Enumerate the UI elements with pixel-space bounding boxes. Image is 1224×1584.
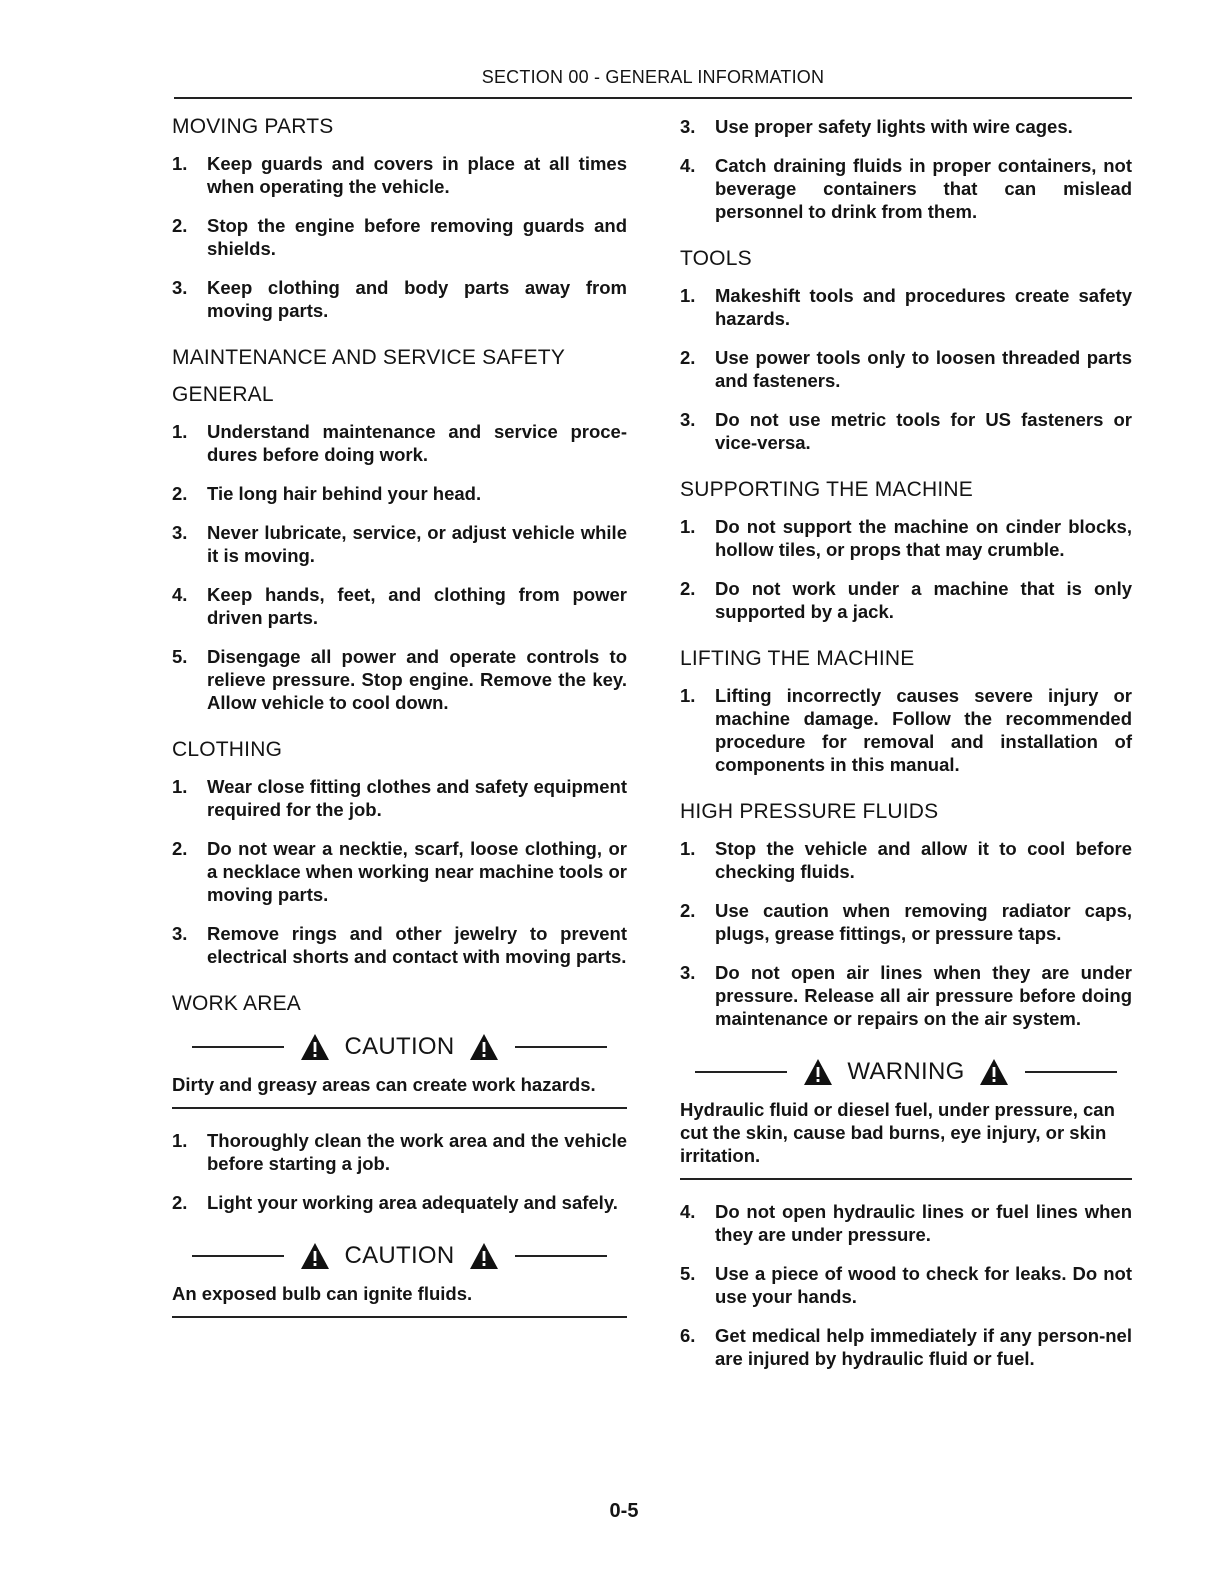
heading-lifting: LIFTING THE MACHINE bbox=[680, 647, 915, 670]
warning-text: Hydraulic fluid or diesel fuel, under pressure, can cut the skin, cause bad burns, eye injury, or skin irritation. bbox=[680, 1090, 1132, 1180]
divider bbox=[515, 1255, 607, 1257]
list-item bbox=[172, 482, 627, 505]
item-number: 1. bbox=[680, 838, 696, 859]
divider bbox=[192, 1046, 284, 1048]
item-number: 2. bbox=[680, 900, 696, 921]
heading-maintenance: MAINTENANCE AND SERVICE SAFETY bbox=[172, 346, 566, 369]
item-text: Thoroughly clean the work area and the vehicle before starting a job. bbox=[207, 1130, 627, 1174]
heading-tools: TOOLS bbox=[680, 247, 752, 270]
item-text: Understand maintenance and service proce-dures before doing work. bbox=[207, 421, 627, 465]
divider bbox=[515, 1046, 607, 1048]
caution-box-2 bbox=[172, 1238, 627, 1318]
list-moving-parts bbox=[172, 152, 627, 322]
list-item bbox=[172, 645, 627, 714]
item-number: 3. bbox=[680, 409, 696, 430]
item-number: 1. bbox=[680, 685, 696, 706]
warning-triangle-icon bbox=[979, 1058, 1009, 1086]
list-item bbox=[680, 515, 1132, 561]
list-item bbox=[680, 284, 1132, 330]
header-rule bbox=[174, 97, 1132, 99]
list-continued bbox=[680, 115, 1132, 223]
list-item bbox=[172, 521, 627, 567]
list-item bbox=[680, 899, 1132, 945]
item-number: 4. bbox=[680, 1201, 696, 1222]
item-number: 4. bbox=[680, 155, 696, 176]
item-number: 2. bbox=[172, 483, 188, 504]
item-number: 2. bbox=[172, 1192, 188, 1213]
warning-label: WARNING bbox=[847, 1058, 965, 1085]
warning-triangle-icon bbox=[803, 1058, 833, 1086]
caution-box-1 bbox=[172, 1029, 627, 1109]
list-item bbox=[680, 1262, 1132, 1308]
warning-triangle-icon bbox=[469, 1033, 499, 1061]
heading-supporting: SUPPORTING THE MACHINE bbox=[680, 478, 973, 501]
list-item bbox=[172, 1129, 627, 1175]
caution-text: An exposed bulb can ignite fluids. bbox=[172, 1274, 627, 1318]
item-number: 5. bbox=[680, 1263, 696, 1284]
item-number: 5. bbox=[172, 646, 188, 667]
list-item bbox=[172, 837, 627, 906]
list-item bbox=[680, 577, 1132, 623]
item-number: 3. bbox=[680, 962, 696, 983]
heading-moving-parts: MOVING PARTS bbox=[172, 115, 334, 138]
item-number: 2. bbox=[680, 347, 696, 368]
list-item bbox=[680, 1200, 1132, 1246]
divider bbox=[1025, 1071, 1117, 1073]
item-text: Do not open hydraulic lines or fuel lines when they are under pressure. bbox=[715, 1201, 1132, 1245]
right-column bbox=[680, 115, 1132, 1394]
list-item bbox=[680, 154, 1132, 223]
list-work-area bbox=[172, 1129, 627, 1214]
page-number: 0-5 bbox=[609, 1500, 639, 1522]
list-item bbox=[172, 420, 627, 466]
item-text: Do not use metric tools for US fasteners or vice-versa. bbox=[715, 409, 1132, 453]
item-number: 4. bbox=[172, 584, 188, 605]
list-lifting bbox=[680, 684, 1132, 776]
warning-triangle-icon bbox=[300, 1242, 330, 1270]
left-column bbox=[172, 115, 627, 1338]
list-item bbox=[680, 684, 1132, 776]
list-high-pressure-fluids-2 bbox=[680, 1200, 1132, 1370]
item-number: 3. bbox=[172, 923, 188, 944]
item-text: Use power tools only to loosen threaded parts and fasteners. bbox=[715, 347, 1132, 391]
item-text: Catch draining fluids in proper containers, not beverage containers that can mislead personnel to drink from them. bbox=[715, 155, 1132, 222]
item-number: 3. bbox=[172, 522, 188, 543]
list-clothing bbox=[172, 775, 627, 968]
item-number: 2. bbox=[172, 215, 188, 236]
item-text: Never lubricate, service, or adjust vehicle while it is moving. bbox=[207, 522, 627, 566]
item-text: Wear close fitting clothes and safety equipment required for the job. bbox=[207, 776, 627, 820]
item-text: Do not work under a machine that is only supported by a jack. bbox=[715, 578, 1132, 622]
list-item bbox=[680, 115, 1132, 138]
list-item bbox=[680, 1324, 1132, 1370]
page-header: SECTION 00 - GENERAL INFORMATION bbox=[481, 67, 825, 87]
item-number: 2. bbox=[172, 838, 188, 859]
item-text: Use caution when removing radiator caps, plugs, grease fittings, or pressure taps. bbox=[715, 900, 1132, 944]
item-text: Remove rings and other jewelry to prevent electrical shorts and contact with moving parts. bbox=[207, 923, 627, 967]
list-item bbox=[680, 346, 1132, 392]
caution-text: Dirty and greasy areas can create work hazards. bbox=[172, 1065, 627, 1109]
item-number: 1. bbox=[172, 153, 188, 174]
item-text: Disengage all power and operate controls to relieve pressure. Stop engine. Remove the key. Allow vehicle to cool down. bbox=[207, 646, 627, 713]
item-number: 3. bbox=[680, 116, 696, 137]
item-text: Keep hands, feet, and clothing from power driven parts. bbox=[207, 584, 627, 628]
list-item bbox=[172, 214, 627, 260]
item-text: Get medical help immediately if any person-nel are injured by hydraulic fluid or fuel. bbox=[715, 1325, 1132, 1369]
item-text: Keep guards and covers in place at all times when operating the vehicle. bbox=[207, 153, 627, 197]
list-item bbox=[172, 583, 627, 629]
item-number: 1. bbox=[172, 421, 188, 442]
item-text: Makeshift tools and procedures create safety hazards. bbox=[715, 285, 1132, 329]
item-number: 1. bbox=[680, 516, 696, 537]
item-number: 6. bbox=[680, 1325, 696, 1346]
item-text: Light your working area adequately and safely. bbox=[207, 1192, 618, 1213]
item-text: Do not support the machine on cinder blocks, hollow tiles, or props that may crumble. bbox=[715, 516, 1132, 560]
item-text: Use proper safety lights with wire cages. bbox=[715, 116, 1073, 137]
warning-box bbox=[680, 1054, 1132, 1180]
divider bbox=[192, 1255, 284, 1257]
heading-high-pressure-fluids: HIGH PRESSURE FLUIDS bbox=[680, 800, 939, 823]
divider bbox=[695, 1071, 787, 1073]
heading-work-area: WORK AREA bbox=[172, 992, 301, 1015]
item-number: 3. bbox=[172, 277, 188, 298]
item-text: Do not wear a necktie, scarf, loose clothing, or a necklace when working near machine tools or moving parts. bbox=[207, 838, 627, 905]
caution-label: CAUTION bbox=[344, 1033, 455, 1060]
caution-label: CAUTION bbox=[344, 1242, 455, 1269]
item-text: Stop the vehicle and allow it to cool before checking fluids. bbox=[715, 838, 1132, 882]
list-item bbox=[172, 152, 627, 198]
item-number: 2. bbox=[680, 578, 696, 599]
list-high-pressure-fluids bbox=[680, 837, 1132, 1030]
item-text: Lifting incorrectly causes severe injury or machine damage. Follow the recommended procedure for removal and installation of components in this manual. bbox=[715, 685, 1132, 775]
item-number: 1. bbox=[172, 1130, 188, 1151]
list-item bbox=[680, 837, 1132, 883]
list-general bbox=[172, 420, 627, 714]
list-item bbox=[172, 922, 627, 968]
item-number: 1. bbox=[680, 285, 696, 306]
item-number: 1. bbox=[172, 776, 188, 797]
item-text: Use a piece of wood to check for leaks. Do not use your hands. bbox=[715, 1263, 1132, 1307]
list-item bbox=[680, 961, 1132, 1030]
item-text: Keep clothing and body parts away from moving parts. bbox=[207, 277, 627, 321]
list-tools bbox=[680, 284, 1132, 454]
list-item bbox=[172, 1191, 627, 1214]
heading-clothing: CLOTHING bbox=[172, 738, 283, 761]
list-supporting bbox=[680, 515, 1132, 623]
heading-general: GENERAL bbox=[172, 383, 274, 406]
warning-triangle-icon bbox=[469, 1242, 499, 1270]
list-item bbox=[172, 276, 627, 322]
item-text: Tie long hair behind your head. bbox=[207, 483, 482, 504]
list-item bbox=[680, 408, 1132, 454]
item-text: Do not open air lines when they are under pressure. Release all air pressure before doing maintenance or repairs on the air system. bbox=[715, 962, 1132, 1029]
list-item bbox=[172, 775, 627, 821]
item-text: Stop the engine before removing guards and shields. bbox=[207, 215, 627, 259]
warning-triangle-icon bbox=[300, 1033, 330, 1061]
